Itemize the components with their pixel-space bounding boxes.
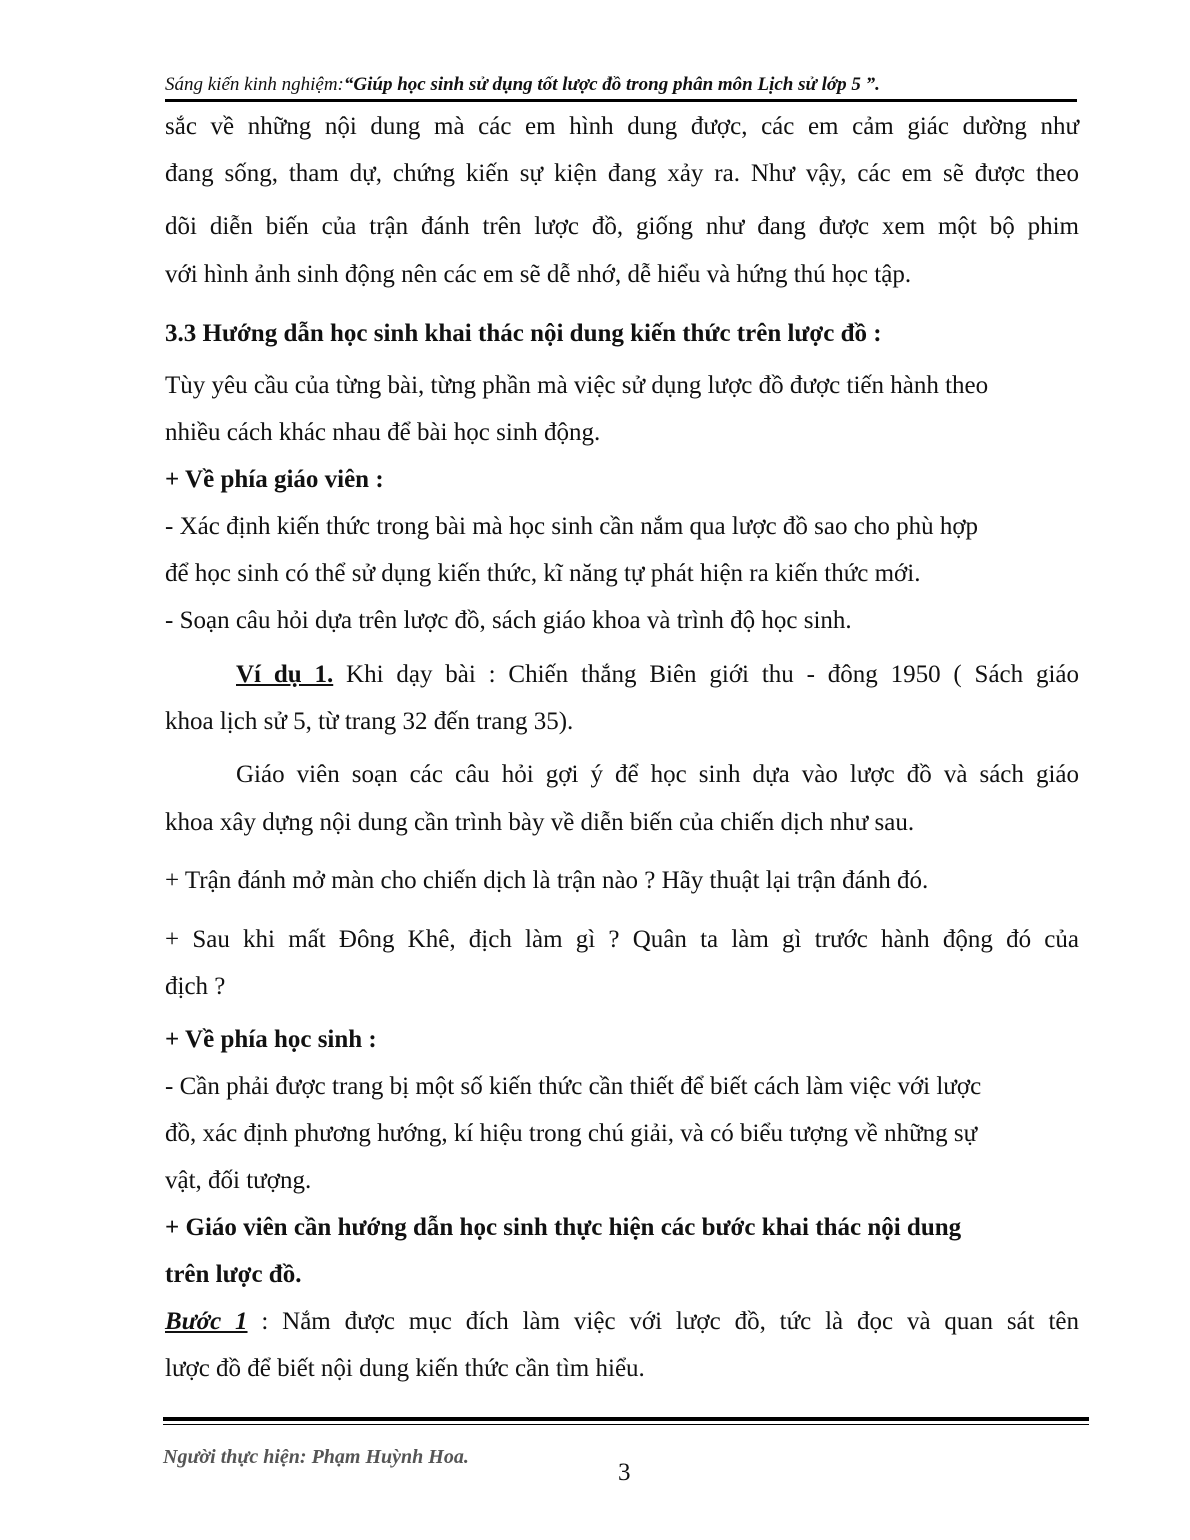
question-line: địch ? bbox=[165, 973, 226, 1000]
guide-heading: + Giáo viên cần hướng dẫn học sinh thực hiện các bước khai thác nội dung bbox=[165, 1214, 962, 1241]
header-rule bbox=[165, 99, 1077, 102]
step-line bbox=[165, 1307, 1079, 1337]
paragraph-line: - Cần phải được trang bị một số kiến thức cần thiết để biết cách làm việc với lược bbox=[165, 1073, 982, 1100]
footer-rule bbox=[163, 1417, 1089, 1421]
section-heading: 3.3 Hướng dẫn học sinh khai thác nội dung kiến thức trên lược đồ : bbox=[165, 320, 882, 347]
paragraph-line: Tùy yêu cầu của từng bài, từng phần mà việc sử dụng lược đồ được tiến hành theo bbox=[165, 372, 989, 399]
paragraph-line: lược đồ để biết nội dung kiến thức cần tìm hiểu. bbox=[165, 1355, 645, 1382]
example-text: Khi dạy bài : Chiến thắng Biên giới thu - đông 1950 ( Sách giáo bbox=[333, 661, 1080, 688]
header-title: “Giúp học sinh sử dụng tốt lược đồ trong phân môn Lịch sử lớp 5 ”. bbox=[343, 74, 880, 95]
paragraph-line: Giáo viên soạn các câu hỏi gợi ý để học sinh dựa vào lược đồ và sách giáo bbox=[236, 761, 1079, 788]
footer-author: Người thực hiện: Phạm Huỳnh Hoa. bbox=[163, 1446, 469, 1468]
teacher-heading: + Về phía giáo viên : bbox=[165, 466, 384, 493]
paragraph-line: - Xác định kiến thức trong bài mà học sinh cần nắm qua lược đồ sao cho phù hợp bbox=[165, 513, 979, 540]
example-line bbox=[236, 660, 1079, 690]
paragraph-line: - Soạn câu hỏi dựa trên lược đồ, sách giáo khoa và trình độ học sinh. bbox=[165, 607, 852, 634]
paragraph-line: đồ, xác định phương hướng, kí hiệu trong chú giải, và có biểu tượng về những sự bbox=[165, 1120, 978, 1147]
paragraph-line: dõi diễn biến của trận đánh trên lược đồ, giống như đang được xem một bộ phim bbox=[165, 213, 1079, 240]
guide-heading: trên lược đồ. bbox=[165, 1261, 302, 1288]
paragraph-line: để học sinh có thể sử dụng kiến thức, kĩ năng tự phát hiện ra kiến thức mới. bbox=[165, 560, 921, 587]
page-number: 3 bbox=[618, 1459, 631, 1486]
example-label: Ví dụ 1. bbox=[236, 661, 334, 688]
paragraph-line: với hình ảnh sinh động nên các em sẽ dễ nhớ, dễ hiểu và hứng thú học tập. bbox=[165, 261, 912, 288]
running-header bbox=[165, 74, 1077, 96]
step-label: Bước 1 bbox=[165, 1308, 248, 1335]
step-text: : Nắm được mục đích làm việc với lược đồ, tức là đọc và quan sát tên bbox=[247, 1308, 1079, 1335]
paragraph-line: sắc về những nội dung mà các em hình dung được, các em cảm giác dường như bbox=[165, 113, 1079, 140]
paragraph-line: đang sống, tham dự, chứng kiến sự kiện đang xảy ra. Như vậy, các em sẽ được theo bbox=[165, 160, 1079, 187]
question-line: + Trận đánh mở màn cho chiến dịch là trận nào ? Hãy thuật lại trận đánh đó. bbox=[165, 867, 929, 894]
paragraph-line: khoa lịch sử 5, từ trang 32 đến trang 35). bbox=[165, 708, 574, 735]
footer-rule bbox=[163, 1424, 1089, 1425]
paragraph-line: nhiều cách khác nhau để bài học sinh động. bbox=[165, 419, 601, 446]
question-line: + Sau khi mất Đông Khê, địch làm gì ? Quân ta làm gì trước hành động đó của bbox=[165, 926, 1079, 953]
paragraph-line: vật, đối tượng. bbox=[165, 1167, 312, 1194]
paragraph-line: khoa xây dựng nội dung cần trình bày về diễn biến của chiến dịch như sau. bbox=[165, 809, 915, 836]
student-heading: + Về phía học sinh : bbox=[165, 1026, 377, 1053]
header-prefix: Sáng kiến kinh nghiệm: bbox=[165, 74, 344, 95]
